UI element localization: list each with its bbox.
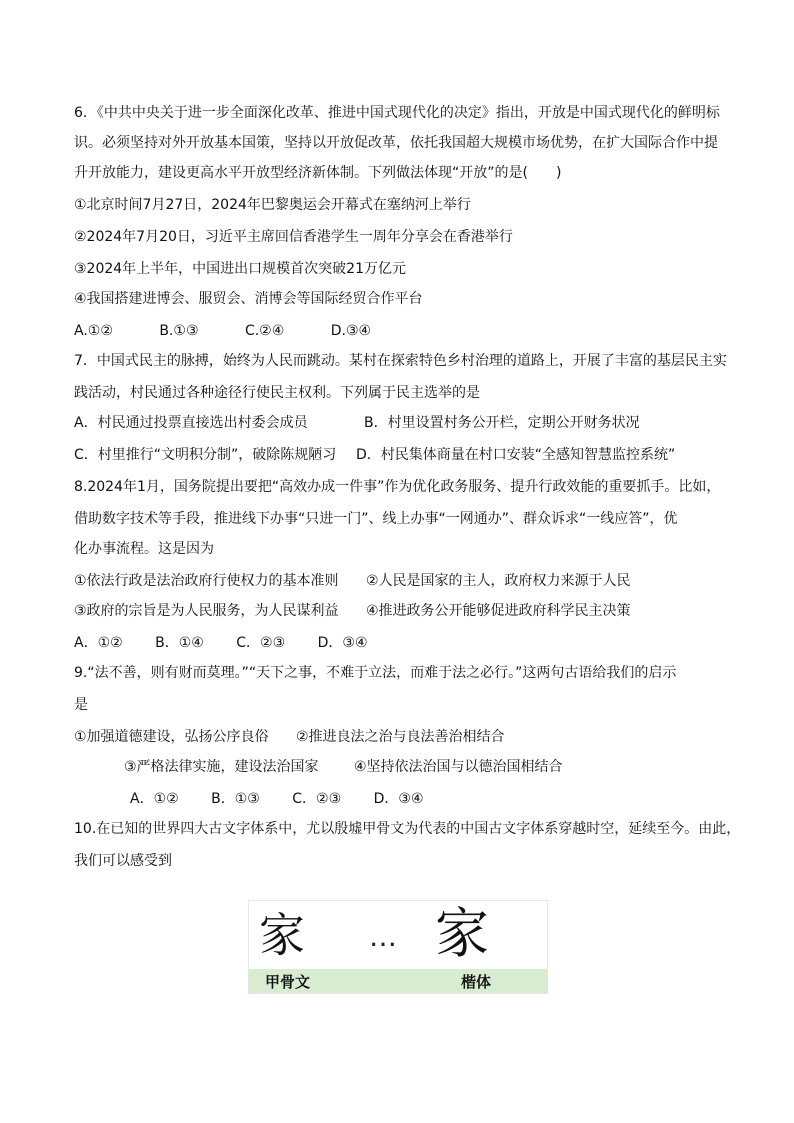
q10-stem-line2: 我们可以感受到	[74, 853, 172, 869]
q8-choices: A．①② B．①④ C．②③ D．③④	[74, 635, 368, 651]
q7-option-b: B．村里设置村务公开栏，定期公开财务状况	[364, 415, 640, 431]
q8-option-2: ②人民是国家的主人，政府权力来源于人民	[366, 573, 631, 589]
regular-script-glyph: 家	[435, 902, 489, 965]
q8-stem-line1: 8.2024年1月，国务院提出要把“高效办成一件事”作为优化政务服务、提升行政效能的重要抓手。比如，	[74, 479, 721, 495]
q9-option-3: ③严格法律实施，建设法治国家	[124, 759, 319, 775]
q7-stem-line2: 践活动，村民通过各种途径行使民主权利。下列属于民主选举的是	[74, 385, 480, 401]
q10-stem-line1: 10.在已知的世界四大古文字体系中，尤以殷墟甲骨文为代表的中国古文字体系穿越时空，延续至今。由此，	[74, 821, 741, 837]
q6-stem-line2: 识。必须坚持对外开放基本国策，坚持以开放促改革，依托我国超大规模市场优势，在扩大国际合作中提	[74, 135, 718, 151]
q8-option-1: ①依法行政是法治政府行使权力的基本准则	[74, 573, 339, 589]
q8-stem-line3: 化办事流程。这是因为	[74, 541, 214, 557]
q9-stem-line1: 9.“法不善，则有财而莫理。”“天下之事，不难于立法，而难于法之必行。”这两句古语给我们的启示	[74, 665, 677, 681]
figure-caption-bar	[249, 969, 547, 993]
q7-stem-line1: 7．中国式民主的脉搏，始终为人民而跳动。某村在探索特色乡村治理的道路上，开展了丰富的基层民主实	[74, 353, 727, 369]
q6-option-3: ③2024年上半年，中国进出口规模首次突破21万亿元	[74, 261, 406, 277]
q6-option-1: ①北京时间7月27日，2024年巴黎奥运会开幕式在塞纳河上举行	[74, 197, 471, 213]
q9-choices: A．①② B．①③ C．②③ D．③④	[130, 791, 424, 807]
q9-option-1: ①加强道德建设，弘扬公序良俗	[74, 729, 269, 745]
q6-choices: A.①② B.①③ C.②④ D.③④	[74, 323, 372, 339]
oracle-vs-regular-script-figure	[248, 900, 548, 994]
q7-option-a: A．村民通过投票直接选出村委会成员	[74, 415, 308, 431]
q9-stem-line2: 是	[74, 697, 88, 713]
caption-oracle-bone: 甲骨文	[265, 973, 311, 991]
q6-option-4: ④我国搭建进博会、服贸会、消博会等国际经贸合作平台	[74, 291, 423, 307]
q6-stem-line1: 6．《中共中央关于进一步全面深化改革、推进中国式现代化的决定》指出，开放是中国式现代化的鲜明标	[74, 105, 720, 121]
q8-option-3: ③政府的宗旨是为人民服务，为人民谋利益	[74, 603, 339, 619]
q9-option-4: ④坚持依法治国与以德治国相结合	[354, 759, 563, 775]
q8-option-4: ④推进政务公开能够促进政府科学民主决策	[366, 603, 631, 619]
ellipsis: …	[369, 920, 399, 953]
q9-option-2: ②推进良法之治与良法善治相结合	[296, 729, 505, 745]
q6-option-2: ②2024年7月20日，习近平主席回信香港学生一周年分享会在香港举行	[74, 229, 513, 245]
q7-option-d: D．村民集体商量在村口安装“全感知智慧监控系统”	[356, 447, 676, 463]
q7-option-c: C．村里推行“文明积分制”，破除陈规陋习	[74, 447, 337, 463]
oracle-bone-glyph: 家	[259, 908, 305, 962]
caption-regular-script: 楷体	[461, 973, 492, 991]
q8-stem-line2: 借助数字技术等手段，推进线下办事“只进一门”、线上办事“一网通办”、群众诉求“一线应答”，优	[74, 511, 678, 527]
q6-stem-line3: 升开放能力，建设更高水平开放型经济新体制。下列做法体现“开放”的是( )	[74, 165, 562, 181]
